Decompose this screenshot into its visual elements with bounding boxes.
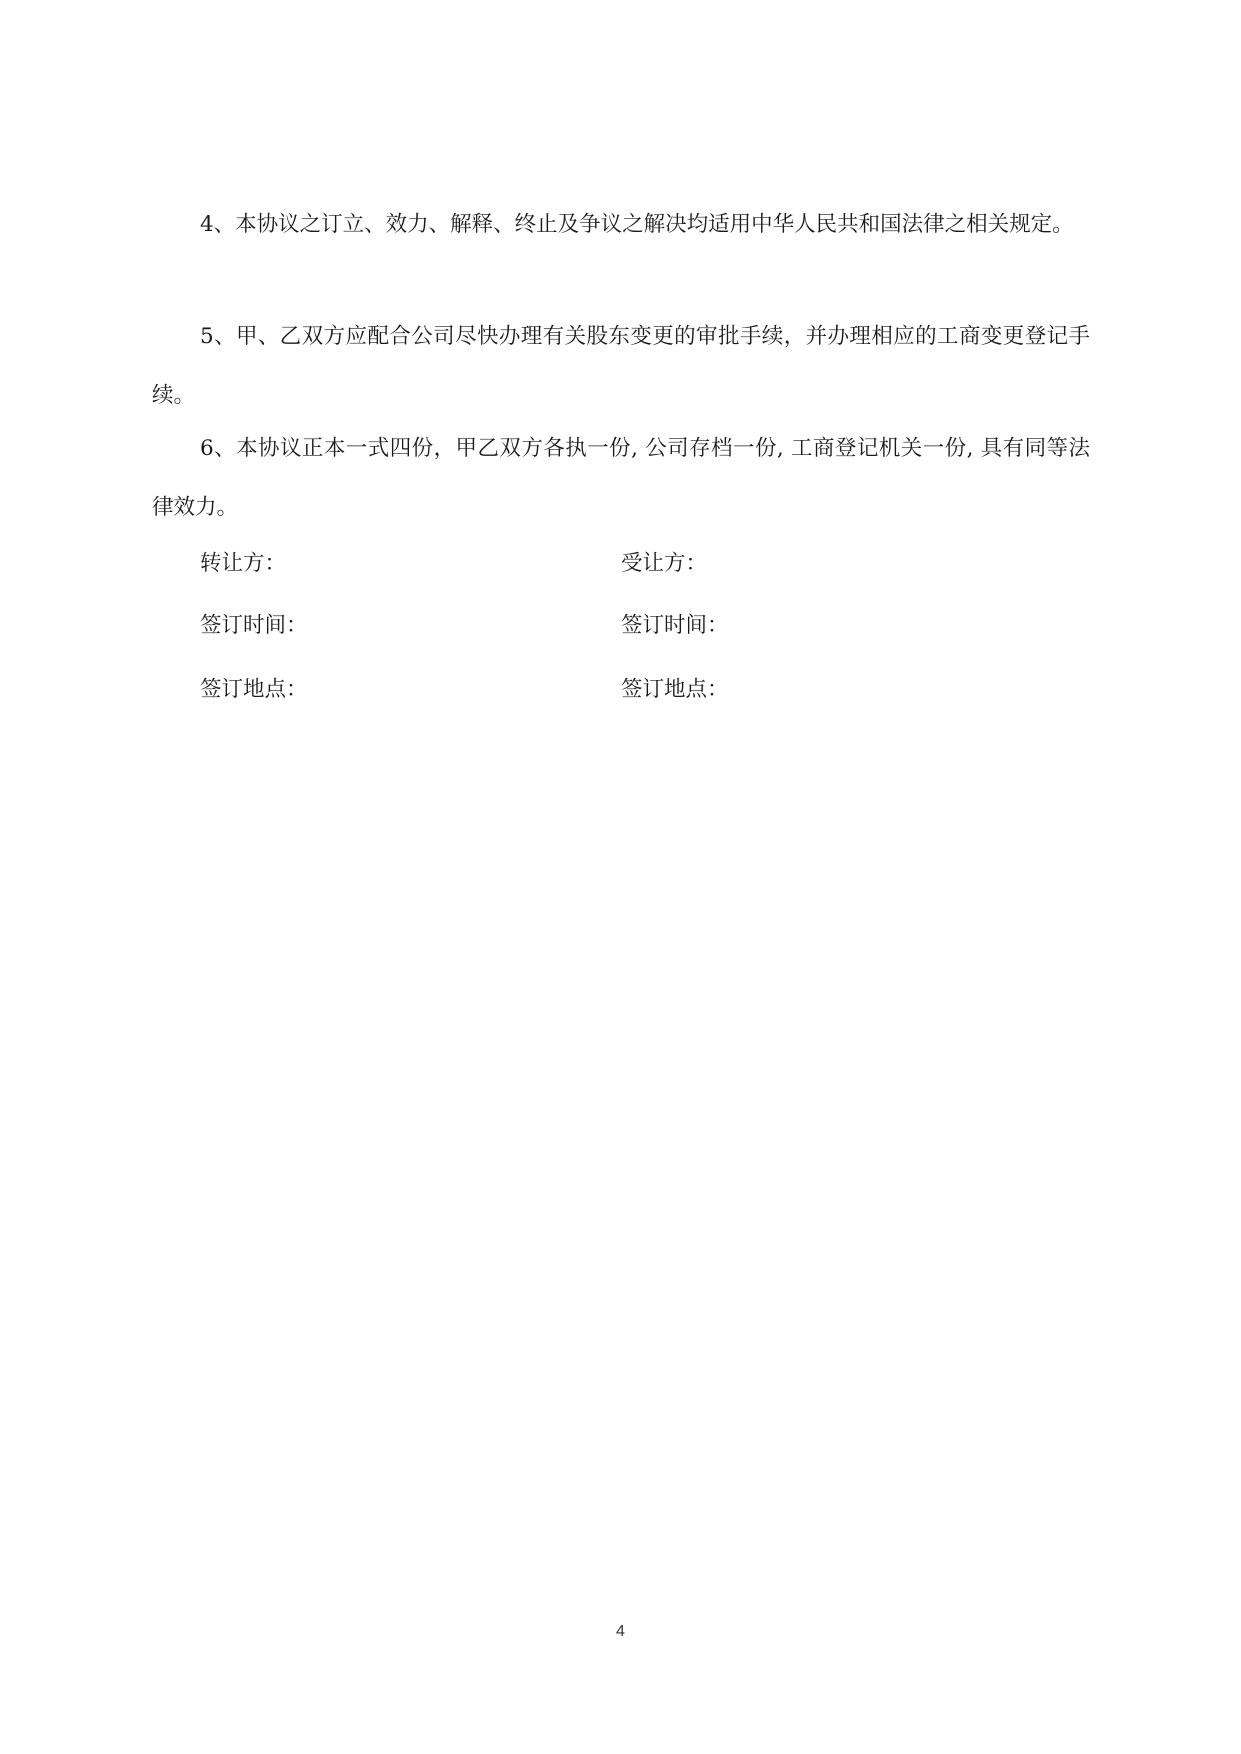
transferor-signing-date-label: 签订时间： bbox=[200, 613, 308, 638]
page-number: 4 bbox=[616, 1623, 625, 1640]
clause-4-paragraph: 4、本协议之订立、效力、解释、终止及争议之解决均适用中华人民共和国法律之相关规定。 bbox=[200, 212, 1074, 237]
transferee-label: 受让方： bbox=[621, 551, 708, 576]
transferor-label: 转让方： bbox=[200, 551, 287, 576]
clause-5-paragraph: 5、甲、乙双方应配合公司尽快办理有关股东变更的审批手续，并办理相应的工商变更登记手续。 bbox=[152, 324, 1090, 408]
transferee-signing-date-label: 签订时间： bbox=[621, 613, 729, 638]
transferor-signing-place-label: 签订地点： bbox=[200, 677, 308, 702]
transferee-signing-place-label: 签订地点： bbox=[621, 677, 729, 702]
clause-6-paragraph: 6、本协议正本一式四份，甲乙双方各执一份, 公司存档一份, 工商登记机关一份, 具有同等法律效力。 bbox=[152, 436, 1090, 520]
